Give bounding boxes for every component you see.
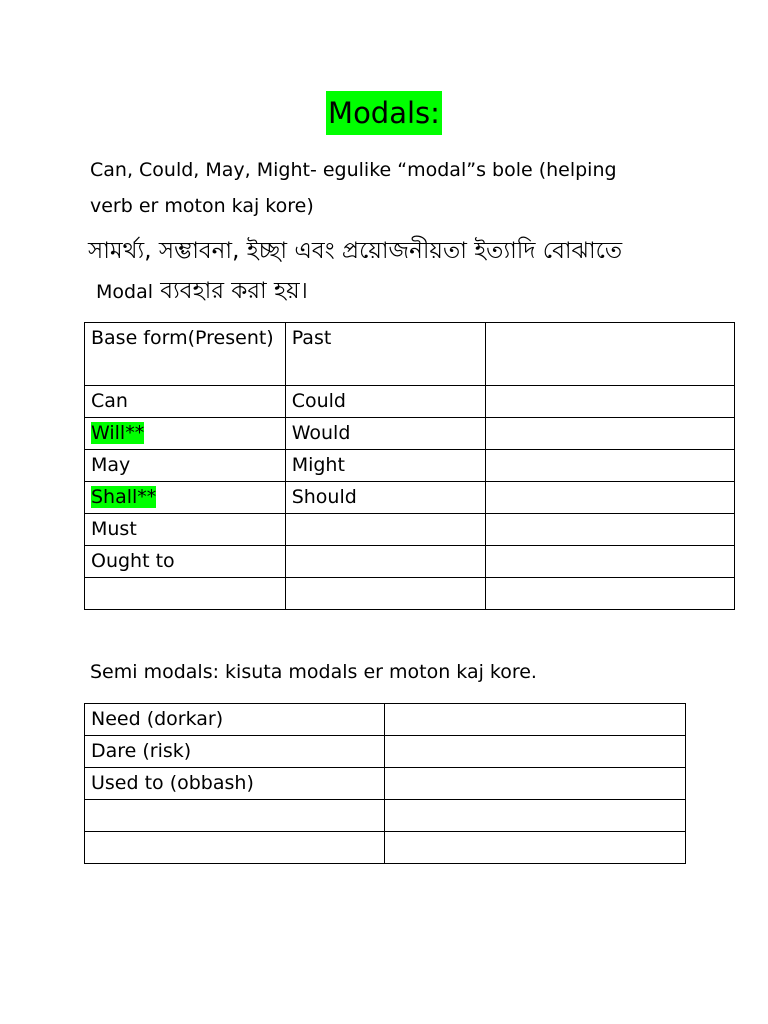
bengali-line-2-rest: ব্যবহার করা হয়। — [153, 278, 308, 304]
title-container — [0, 91, 768, 135]
table-row — [85, 514, 735, 546]
cell-base — [85, 578, 286, 610]
table-row — [85, 736, 686, 768]
intro-line-2: verb er moton kaj kore) — [90, 195, 314, 217]
cell-base-text: May — [91, 454, 131, 476]
bengali-line-2 — [88, 278, 308, 304]
table-row — [85, 386, 735, 418]
cell-base — [85, 514, 286, 546]
table-row — [85, 450, 735, 482]
bengali-line-1: সামর্থ্য, সম্ভাবনা, ইচ্ছা এবং প্রয়োজনীয়তা ইত্যাদি বোঝাতে — [88, 238, 623, 264]
cell-past — [285, 546, 485, 578]
intro-line-1: Can, Could, May, Might- egulike “modal”s bole (helping — [90, 159, 617, 181]
cell-extra — [486, 546, 735, 578]
cell-extra — [384, 832, 685, 864]
table-row — [85, 578, 735, 610]
modals-table-header-row — [85, 323, 735, 386]
cell-item — [85, 832, 385, 864]
header-past: Past — [285, 323, 485, 386]
cell-base — [85, 482, 286, 514]
cell-past — [285, 578, 485, 610]
page-title: Modals: — [326, 91, 442, 135]
cell-item — [85, 800, 385, 832]
cell-extra — [486, 418, 735, 450]
header-base-form: Base form(Present) — [85, 323, 286, 386]
cell-base-text-highlighted: Shall** — [91, 486, 157, 508]
table-row — [85, 800, 686, 832]
cell-base — [85, 418, 286, 450]
cell-extra — [486, 482, 735, 514]
cell-extra — [384, 768, 685, 800]
cell-extra — [486, 578, 735, 610]
cell-past — [285, 514, 485, 546]
cell-extra — [486, 386, 735, 418]
cell-base-text: Can — [91, 390, 128, 412]
cell-item: Used to (obbash) — [85, 768, 385, 800]
table-row — [85, 546, 735, 578]
header-empty — [486, 323, 735, 386]
cell-extra — [384, 736, 685, 768]
cell-past: Would — [285, 418, 485, 450]
cell-base — [85, 386, 286, 418]
cell-extra — [486, 450, 735, 482]
cell-base-text: Ought to — [91, 550, 175, 572]
bengali-modal-word: Modal — [96, 281, 153, 303]
cell-past: Should — [285, 482, 485, 514]
bengali-paragraph — [88, 231, 708, 312]
cell-base-text: Must — [91, 518, 137, 540]
modals-table — [84, 322, 735, 610]
cell-item: Dare (risk) — [85, 736, 385, 768]
semi-modals-table — [84, 703, 686, 864]
cell-base-text-highlighted: Will** — [91, 422, 145, 444]
table-row — [85, 418, 735, 450]
cell-item: Need (dorkar) — [85, 704, 385, 736]
cell-extra — [486, 514, 735, 546]
cell-past: Could — [285, 386, 485, 418]
cell-base — [85, 450, 286, 482]
cell-extra — [384, 704, 685, 736]
semi-modals-paragraph: Semi modals: kisuta modals er moton kaj kore. — [90, 661, 537, 683]
cell-past: Might — [285, 450, 485, 482]
intro-paragraph — [90, 152, 710, 224]
table-row — [85, 768, 686, 800]
cell-extra — [384, 800, 685, 832]
table-row — [85, 704, 686, 736]
table-row — [85, 832, 686, 864]
cell-base — [85, 546, 286, 578]
table-row — [85, 482, 735, 514]
